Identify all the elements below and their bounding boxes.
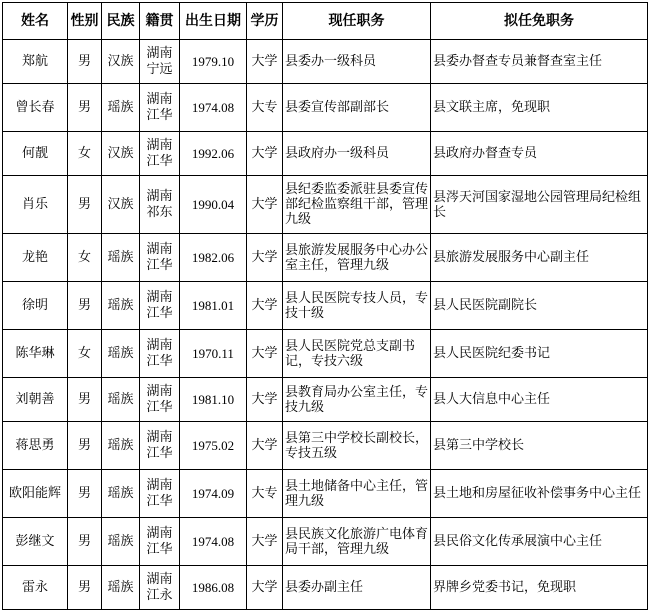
cell-gender: 女: [68, 132, 102, 176]
origin-province: 湖南: [146, 525, 173, 541]
cell-name: 何靓: [3, 132, 68, 176]
origin-province: 湖南: [146, 91, 173, 107]
origin-county: 江华: [146, 445, 173, 461]
cell-gender: 男: [68, 422, 102, 470]
cell-proposed-position: 县文联主席，免现职: [431, 84, 648, 132]
cell-current-position: 县旅游发展服务中心办公室主任，管理九级: [283, 234, 431, 282]
cell-name: 雷永: [3, 566, 68, 610]
cell-education: 大学: [247, 132, 283, 176]
table-row: [3, 132, 648, 176]
cell-origin: [140, 378, 180, 422]
origin-province: 湖南: [146, 477, 173, 493]
cell-origin: [140, 566, 180, 610]
origin-province: 湖南: [146, 289, 173, 305]
cell-ethnicity: 瑶族: [102, 84, 140, 132]
cell-education: 大学: [247, 422, 283, 470]
cell-proposed-position: 县人民医院副院长: [431, 282, 648, 330]
cell-ethnicity: 瑶族: [102, 330, 140, 378]
origin-county: 江华: [146, 399, 173, 415]
cell-origin: [140, 422, 180, 470]
cell-ethnicity: 瑶族: [102, 378, 140, 422]
cell-name: 肖乐: [3, 176, 68, 234]
header-ethnicity: 民族: [102, 3, 140, 40]
cell-ethnicity: 汉族: [102, 176, 140, 234]
cell-gender: 女: [68, 234, 102, 282]
cell-gender: 男: [68, 176, 102, 234]
cell-proposed-position: 县土地和房屋征收补偿事务中心主任: [431, 470, 648, 518]
header-education: 学历: [247, 3, 283, 40]
cell-proposed-position: 县旅游发展服务中心副主任: [431, 234, 648, 282]
cell-gender: 男: [68, 518, 102, 566]
cell-birth-date: 1979.10: [180, 40, 247, 84]
cell-gender: 男: [68, 84, 102, 132]
origin-county: 江华: [146, 353, 173, 369]
cell-proposed-position: 界牌乡党委书记，免现职: [431, 566, 648, 610]
cell-ethnicity: 汉族: [102, 132, 140, 176]
cell-education: 大学: [247, 282, 283, 330]
table-row: [3, 234, 648, 282]
origin-county: 江华: [146, 153, 173, 169]
header-gender: 性别: [68, 3, 102, 40]
cell-birth-date: 1970.11: [180, 330, 247, 378]
cell-ethnicity: 瑶族: [102, 282, 140, 330]
cell-proposed-position: 县委办督查专员兼督查室主任: [431, 40, 648, 84]
table-row: [3, 176, 648, 234]
cell-origin: [140, 234, 180, 282]
cell-education: 大学: [247, 234, 283, 282]
cell-gender: 女: [68, 330, 102, 378]
cell-gender: 男: [68, 282, 102, 330]
cell-ethnicity: 瑶族: [102, 566, 140, 610]
origin-province: 湖南: [146, 188, 173, 204]
cell-ethnicity: 瑶族: [102, 422, 140, 470]
cell-birth-date: 1982.06: [180, 234, 247, 282]
cell-education: 大学: [247, 176, 283, 234]
cell-name: 欧阳能辉: [3, 470, 68, 518]
cell-birth-date: 1974.09: [180, 470, 247, 518]
cell-gender: 男: [68, 378, 102, 422]
cell-name: 徐明: [3, 282, 68, 330]
cell-education: 大专: [247, 470, 283, 518]
origin-province: 湖南: [146, 45, 173, 61]
cell-proposed-position: 县政府办督查专员: [431, 132, 648, 176]
cell-gender: 男: [68, 40, 102, 84]
cell-ethnicity: 瑶族: [102, 470, 140, 518]
cell-current-position: 县委宣传部副部长: [283, 84, 431, 132]
header-origin: 籍贯: [140, 3, 180, 40]
cell-current-position: 县人民医院专技人员，专技十级: [283, 282, 431, 330]
origin-county: 江永: [146, 587, 173, 603]
origin-province: 湖南: [146, 383, 173, 399]
cell-birth-date: 1990.04: [180, 176, 247, 234]
personnel-table: [2, 2, 648, 610]
origin-county: 祁东: [146, 204, 173, 220]
header-current-position: 现任职务: [283, 3, 431, 40]
table-body: [3, 40, 648, 610]
origin-province: 湖南: [146, 137, 173, 153]
cell-current-position: 县第三中学校长副校长，专技五级: [283, 422, 431, 470]
cell-current-position: 县教育局办公室主任，专技九级: [283, 378, 431, 422]
cell-origin: [140, 282, 180, 330]
cell-origin: [140, 132, 180, 176]
cell-name: 郑航: [3, 40, 68, 84]
cell-proposed-position: 县人民医院纪委书记: [431, 330, 648, 378]
cell-current-position: 县政府办一级科员: [283, 132, 431, 176]
table-row: [3, 470, 648, 518]
cell-education: 大学: [247, 330, 283, 378]
cell-name: 彭继文: [3, 518, 68, 566]
origin-county: 江华: [146, 305, 173, 321]
cell-education: 大学: [247, 40, 283, 84]
cell-origin: [140, 470, 180, 518]
cell-education: 大学: [247, 566, 283, 610]
cell-origin: [140, 330, 180, 378]
header-birth-date: 出生日期: [180, 3, 247, 40]
cell-origin: [140, 84, 180, 132]
cell-origin: [140, 40, 180, 84]
cell-birth-date: 1992.06: [180, 132, 247, 176]
cell-current-position: 县民族文化旅游广电体育局干部，管理九级: [283, 518, 431, 566]
cell-birth-date: 1981.01: [180, 282, 247, 330]
cell-birth-date: 1986.08: [180, 566, 247, 610]
cell-name: 蒋思勇: [3, 422, 68, 470]
cell-proposed-position: 县第三中学校长: [431, 422, 648, 470]
cell-birth-date: 1974.08: [180, 518, 247, 566]
table-row: [3, 330, 648, 378]
cell-name: 陈华琳: [3, 330, 68, 378]
cell-name: 龙艳: [3, 234, 68, 282]
table-header-row: [3, 3, 648, 40]
origin-province: 湖南: [146, 429, 173, 445]
origin-county: 江华: [146, 257, 173, 273]
cell-origin: [140, 176, 180, 234]
table-row: [3, 282, 648, 330]
origin-province: 湖南: [146, 337, 173, 353]
cell-ethnicity: 汉族: [102, 40, 140, 84]
cell-birth-date: 1981.10: [180, 378, 247, 422]
cell-education: 大学: [247, 518, 283, 566]
cell-current-position: 县委办一级科员: [283, 40, 431, 84]
cell-birth-date: 1975.02: [180, 422, 247, 470]
cell-name: 曾长春: [3, 84, 68, 132]
cell-birth-date: 1974.08: [180, 84, 247, 132]
cell-current-position: 县土地储备中心主任，管理九级: [283, 470, 431, 518]
origin-county: 江华: [146, 107, 173, 123]
table-row: [3, 40, 648, 84]
cell-gender: 男: [68, 470, 102, 518]
cell-proposed-position: 县人大信息中心主任: [431, 378, 648, 422]
cell-education: 大学: [247, 378, 283, 422]
table-row: [3, 84, 648, 132]
origin-county: 江华: [146, 493, 173, 509]
origin-county: 江华: [146, 541, 173, 557]
cell-current-position: 县委办副主任: [283, 566, 431, 610]
cell-origin: [140, 518, 180, 566]
cell-gender: 男: [68, 566, 102, 610]
table-row: [3, 566, 648, 610]
cell-proposed-position: 县民俗文化传承展演中心主任: [431, 518, 648, 566]
cell-name: 刘朝善: [3, 378, 68, 422]
table-row: [3, 518, 648, 566]
header-name: 姓名: [3, 3, 68, 40]
cell-current-position: 县人民医院党总支副书记，专技六级: [283, 330, 431, 378]
table-row: [3, 422, 648, 470]
cell-ethnicity: 瑶族: [102, 518, 140, 566]
header-proposed-position: 拟任免职务: [431, 3, 648, 40]
origin-province: 湖南: [146, 241, 173, 257]
cell-proposed-position: 县涔天河国家湿地公园管理局纪检组长: [431, 176, 648, 234]
table-row: [3, 378, 648, 422]
cell-education: 大专: [247, 84, 283, 132]
origin-county: 宁远: [146, 61, 173, 77]
origin-province: 湖南: [146, 571, 173, 587]
cell-ethnicity: 瑶族: [102, 234, 140, 282]
cell-current-position: 县纪委监委派驻县委宣传部纪检监察组干部，管理九级: [283, 176, 431, 234]
